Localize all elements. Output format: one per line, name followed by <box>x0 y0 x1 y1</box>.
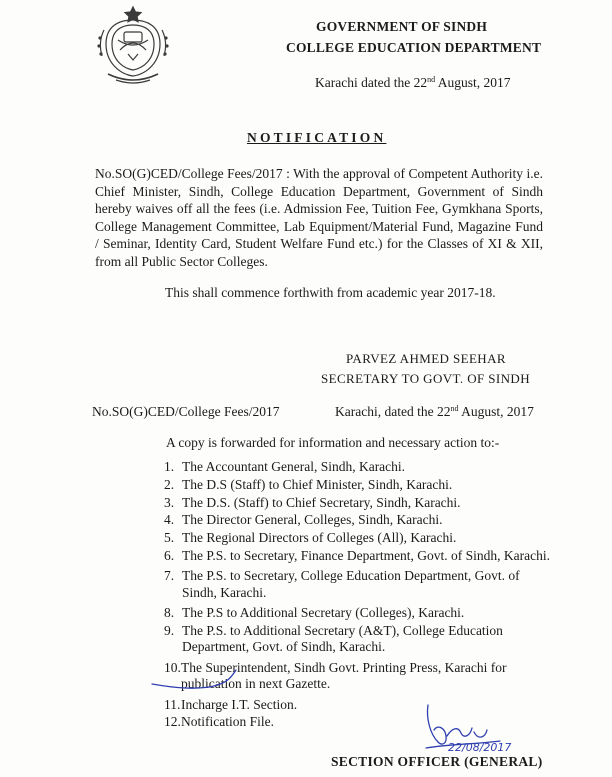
list-item-number: 10. <box>164 659 181 675</box>
list-item-number: 6. <box>164 547 175 563</box>
list-item-text: Notification File. <box>181 714 274 730</box>
list-item-text: The Accountant General, Sindh, Karachi. <box>182 459 406 474</box>
list-item <box>164 495 556 511</box>
list-item <box>164 568 556 601</box>
list-item-number: 9. <box>164 623 175 638</box>
handwritten-date: 22/08/2017 <box>448 741 512 754</box>
header-department: COLLEGE EDUCATION DEPARTMENT <box>286 40 542 55</box>
copy-date-prefix: Karachi, dated the 22 <box>335 404 451 419</box>
list-item <box>164 512 556 528</box>
list-item <box>164 477 556 493</box>
copy-reference-number: No.SO(G)CED/College Fees/2017 <box>92 404 280 419</box>
list-item-text: The P.S. to Additional Secretary (A&T), College Education Department, Govt. of Sindh, Karachi. <box>182 623 503 655</box>
list-item <box>164 660 556 693</box>
header-date-suffix: August, 2017 <box>435 75 511 90</box>
notification-title: NOTIFICATION <box>247 130 387 145</box>
list-item-number: 7. <box>164 568 175 584</box>
header-date-prefix: Karachi dated the 22 <box>315 75 428 90</box>
list-item <box>164 548 556 564</box>
list-item-number: 12. <box>164 714 181 730</box>
copy-date <box>335 404 534 420</box>
header-date <box>315 75 510 91</box>
signatory-name: PARVEZ AHMED SEEHAR <box>346 351 506 366</box>
list-item-number: 11. <box>164 696 181 712</box>
list-item-text: The D.S (Staff) to Chief Minister, Sindh, Karachi. <box>182 476 453 492</box>
government-of-sindh-seal-icon <box>94 4 172 84</box>
section-officer-title: SECTION OFFICER (GENERAL) <box>331 754 543 769</box>
header-government: GOVERNMENT OF SINDH <box>316 19 488 34</box>
list-item-text: The Regional Directors of Colleges (All), Karachi. <box>182 530 457 546</box>
list-item-text: The P.S. to Secretary, Finance Department, Govt. of Sindh, Karachi. <box>182 547 551 563</box>
list-item-text: The D.S. (Staff) to Chief Secretary, Sindh, Karachi. <box>182 494 461 510</box>
copy-date-sup: nd <box>450 404 459 413</box>
list-item-text: Incharge I.T. Section. <box>181 696 298 712</box>
copy-forwarded-intro: A copy is forwarded for information and necessary action to:- <box>166 435 500 450</box>
list-item-number: 3. <box>164 494 175 510</box>
list-item <box>164 605 556 621</box>
commencement-text: This shall commence forthwith from academic year 2017-18. <box>165 285 496 300</box>
list-item-number: 2. <box>164 476 175 492</box>
notification-body: No.SO(G)CED/College Fees/2017 : With the approval of Competent Authority i.e. Chief Minister, Sindh, College Education Department, Government of Sindh hereby waives off all the fees (i.e. Admission Fee, Tuition Fee, Gymkhana Sports, College Management Committee, Lab Equipment/Material Fund, Magazine Fund / Seminar, Identity Card, Student Welfare Fund etc.) for the Classes of XI & XII, from all Public Sector Colleges. <box>95 166 543 269</box>
list-item-text: The P.S. to Secretary, College Education Department, Govt. of Sindh, Karachi. <box>182 568 520 600</box>
list-item-number: 4. <box>164 512 175 528</box>
signatory-designation: SECRETARY TO GOVT. OF SINDH <box>321 371 530 386</box>
handwritten-underline <box>426 741 500 748</box>
copy-date-suffix: August, 2017 <box>458 404 534 419</box>
list-item-text: The P.S to Additional Secretary (Colleges), Karachi. <box>182 605 465 621</box>
list-item <box>164 697 556 713</box>
list-item <box>164 623 556 656</box>
list-item-number: 5. <box>164 530 175 546</box>
list-item-number: 8. <box>164 605 175 621</box>
list-item-text: The Director General, Colleges, Sindh, Karachi. <box>182 512 443 528</box>
distribution-list <box>164 459 556 732</box>
list-item <box>164 714 556 730</box>
list-item <box>164 459 556 475</box>
list-item-text: The Superintendent, Sindh Govt. Printing Press, Karachi for publication in next Gazette. <box>181 659 507 692</box>
list-item-number: 1. <box>164 459 175 474</box>
header-date-sup: nd <box>427 75 436 84</box>
list-item <box>164 530 556 546</box>
